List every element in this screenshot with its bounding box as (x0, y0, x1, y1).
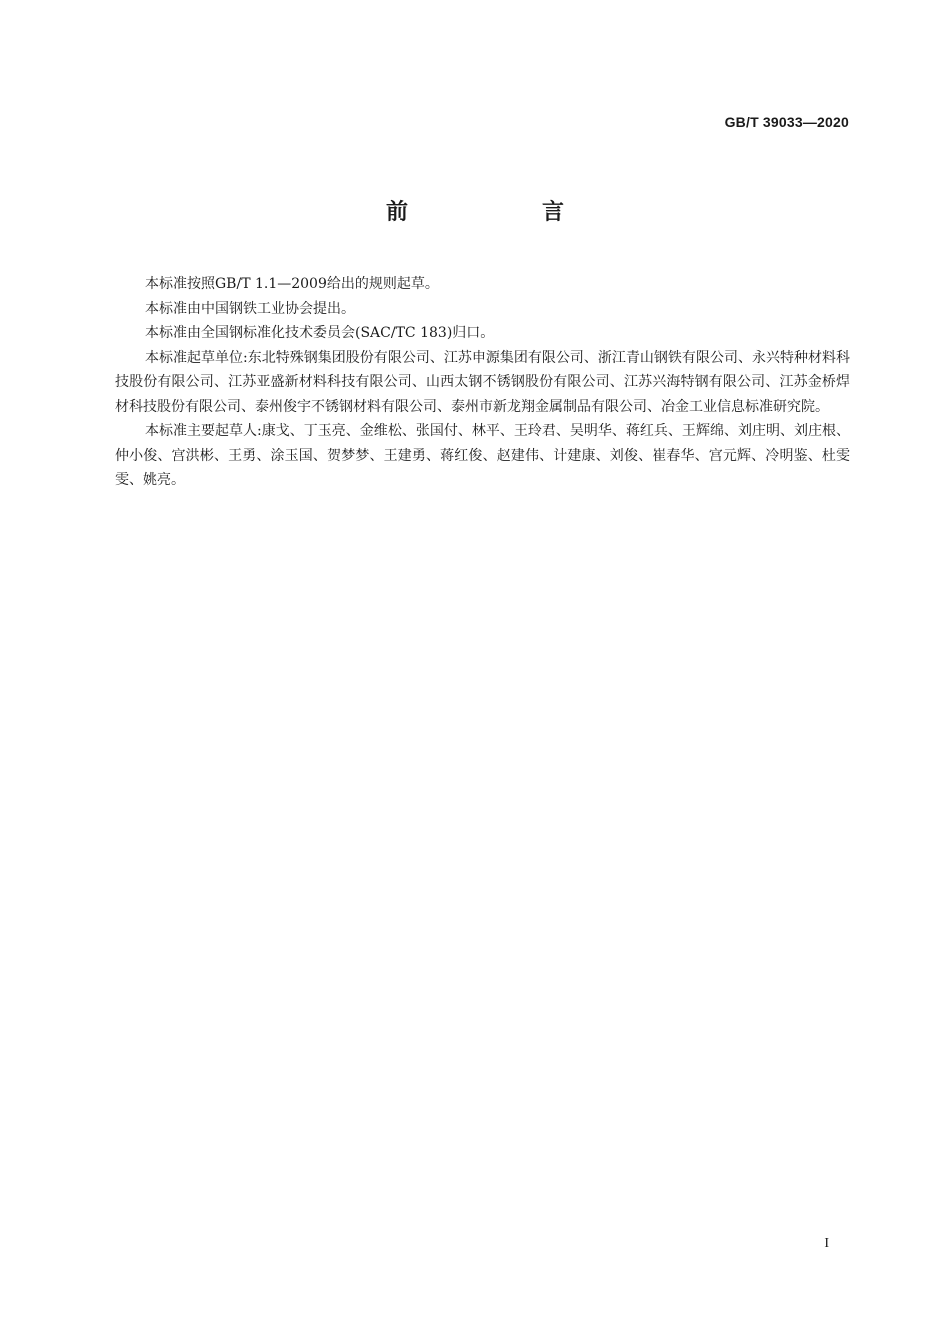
page-number: I (824, 1236, 829, 1251)
paragraph-proposer: 本标准由中国钢铁工业协会提出。 (145, 300, 355, 317)
page-title: 前 言 (385, 200, 620, 225)
foreword-body (115, 272, 850, 493)
paragraph-main-drafters: 本标准主要起草人:康戈、丁玉亮、金维松、张国付、林平、王玲君、吴明华、蒋红兵、王辉绵、刘庄明、刘庄根、仲小俊、宫洪彬、王勇、涂玉国、贺梦梦、王建勇、蒋红俊、赵建伟、计建康、刘俊、崔春华、宫元辉、冷明鉴、杜雯雯、姚亮。 (115, 423, 850, 488)
paragraph-drafting-units: 本标准起草单位:东北特殊钢集团股份有限公司、江苏申源集团有限公司、浙江青山钢铁有限公司、永兴特种材料科技股份有限公司、江苏亚盛新材料科技有限公司、山西太钢不锈钢股份有限公司、江苏兴海特钢有限公司、江苏金桥焊材科技股份有限公司、泰州俊宇不锈钢材料有限公司、泰州市新龙翔金属制品有限公司、冶金工业信息标准研究院。 (115, 349, 850, 415)
standard-code: GB/T 39033—2020 (724, 114, 849, 130)
paragraph-administrator: 本标准由全国钢标准化技术委员会(SAC/TC 183)归口。 (145, 325, 495, 341)
paragraph-drafting-rules: 本标准按照GB/T 1.1—2009给出的规则起草。 (145, 276, 439, 292)
